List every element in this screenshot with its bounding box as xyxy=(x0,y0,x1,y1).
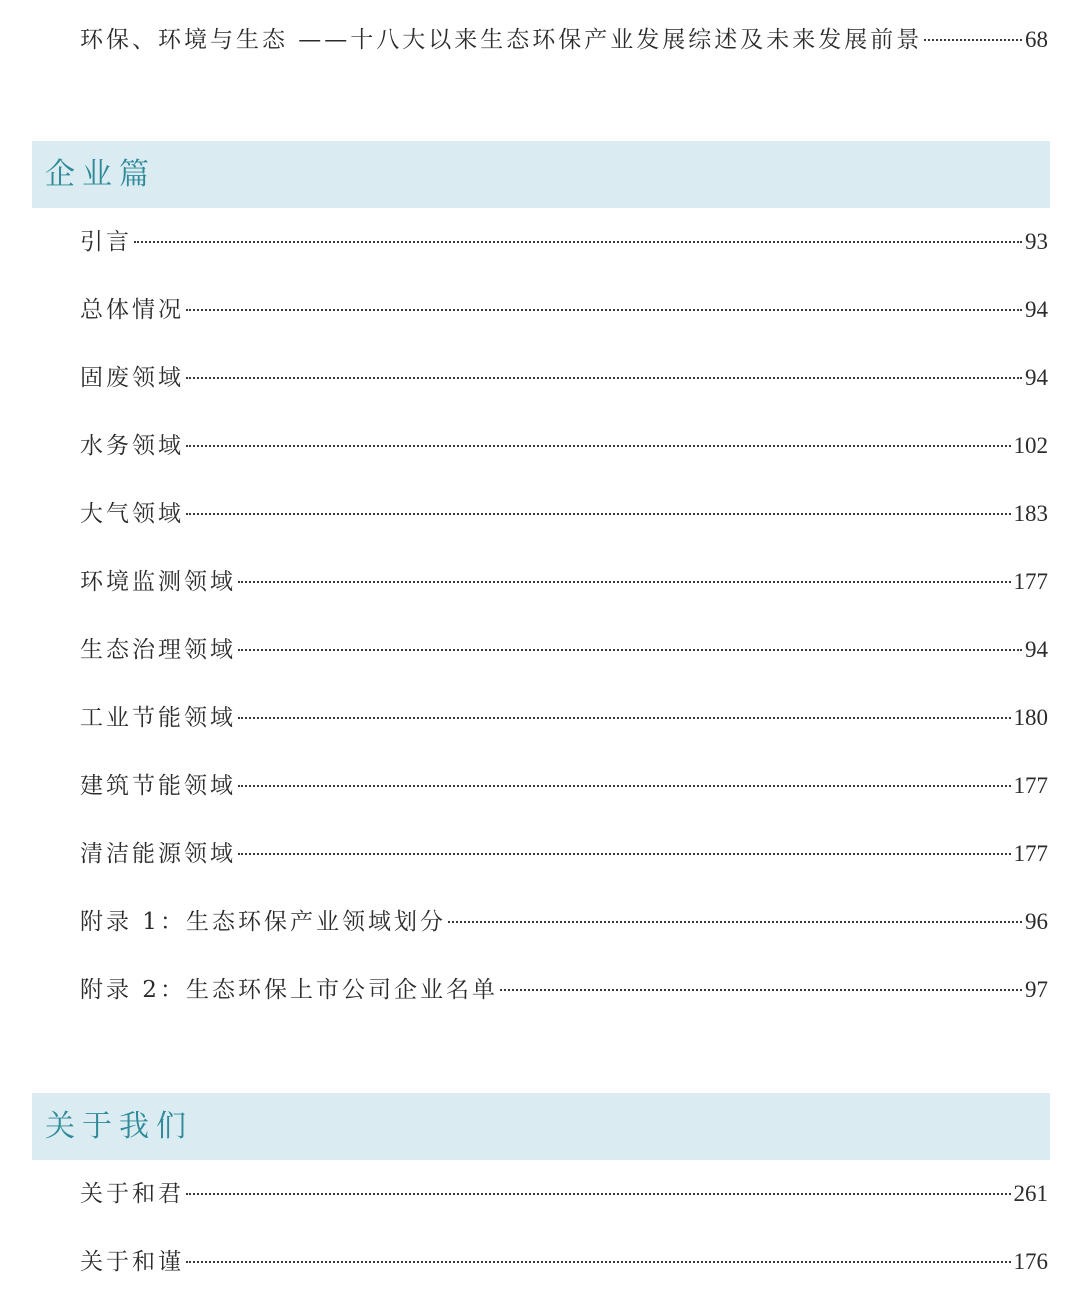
toc-entry-page: 183 xyxy=(1013,501,1048,526)
toc-entry[interactable] xyxy=(80,1174,1048,1214)
toc-entry-page: 102 xyxy=(1013,433,1048,458)
toc-entry-page: 96 xyxy=(1025,909,1048,934)
toc-entry-label: 建筑节能领域 xyxy=(80,773,236,799)
toc-entry-page: 97 xyxy=(1025,977,1048,1002)
toc-entry-label: 环境监测领域 xyxy=(80,569,236,595)
toc-entry-label: 大气领域 xyxy=(80,501,184,527)
dot-leader xyxy=(238,581,1011,583)
dot-leader xyxy=(448,921,1022,923)
toc-entry[interactable] xyxy=(80,290,1048,330)
toc-entry-page: 177 xyxy=(1013,569,1048,594)
dot-leader xyxy=(500,989,1022,991)
toc-entry-label: 关于和君 xyxy=(80,1181,184,1207)
toc-entry-page: 180 xyxy=(1013,705,1048,730)
toc-entry[interactable] xyxy=(80,1242,1048,1282)
toc-entry-page: 261 xyxy=(1013,1181,1048,1206)
toc-entry[interactable] xyxy=(80,698,1048,738)
dot-leader xyxy=(186,1193,1011,1195)
toc-entry-label: 附录 2：生态环保上市公司企业名单 xyxy=(80,977,498,1003)
toc-entry[interactable] xyxy=(80,766,1048,806)
toc-entry-appendix-1[interactable] xyxy=(80,902,1048,942)
toc-entry-page: 94 xyxy=(1025,365,1048,390)
toc-entry-page: 93 xyxy=(1025,229,1048,254)
toc-entry[interactable] xyxy=(80,358,1048,398)
toc-entry-label: 固废领域 xyxy=(80,365,184,391)
toc-entry-appendix-2[interactable] xyxy=(80,970,1048,1010)
dot-leader xyxy=(186,309,1022,311)
section-header-enterprise xyxy=(32,141,1050,208)
toc-entry-page: 177 xyxy=(1013,841,1048,866)
toc-entry-label: 关于和谨 xyxy=(80,1249,184,1275)
section-title: 企业篇 xyxy=(45,157,156,192)
toc-entry-label: 引言 xyxy=(80,229,132,255)
section-title: 关于我们 xyxy=(45,1109,193,1144)
toc-entry-page: 68 xyxy=(1025,27,1048,52)
toc-entry[interactable] xyxy=(80,426,1048,466)
toc-entry-page: 176 xyxy=(1013,1249,1048,1274)
toc-entry-top[interactable] xyxy=(80,20,1048,60)
toc-entry-label: 水务领域 xyxy=(80,433,184,459)
dot-leader xyxy=(186,377,1022,379)
toc-entry-page: 177 xyxy=(1013,773,1048,798)
toc-entry-label: 附录 1：生态环保产业领域划分 xyxy=(80,909,446,935)
dot-leader xyxy=(238,649,1022,651)
toc-entry-page: 94 xyxy=(1025,297,1048,322)
toc-entry-label: 环保、环境与生态 ——十八大以来生态环保产业发展综述及未来发展前景 xyxy=(80,27,923,53)
dot-leader xyxy=(186,1261,1011,1263)
dot-leader xyxy=(238,785,1011,787)
dot-leader xyxy=(134,241,1022,243)
toc-entry[interactable] xyxy=(80,494,1048,534)
toc-entry-label: 总体情况 xyxy=(80,297,184,323)
toc-entry-label: 生态治理领域 xyxy=(80,637,236,663)
toc-entry[interactable] xyxy=(80,562,1048,602)
dot-leader xyxy=(924,39,1022,41)
dot-leader xyxy=(238,853,1011,855)
toc-entry-page: 94 xyxy=(1025,637,1048,662)
section-header-about-us xyxy=(32,1093,1050,1160)
dot-leader xyxy=(186,513,1011,515)
toc-entry[interactable] xyxy=(80,630,1048,670)
dot-leader xyxy=(186,445,1011,447)
toc-entry-label: 工业节能领域 xyxy=(80,705,236,731)
toc-entry[interactable] xyxy=(80,222,1048,262)
dot-leader xyxy=(238,717,1011,719)
toc-entry-label: 清洁能源领域 xyxy=(80,841,236,867)
toc-entry[interactable] xyxy=(80,834,1048,874)
